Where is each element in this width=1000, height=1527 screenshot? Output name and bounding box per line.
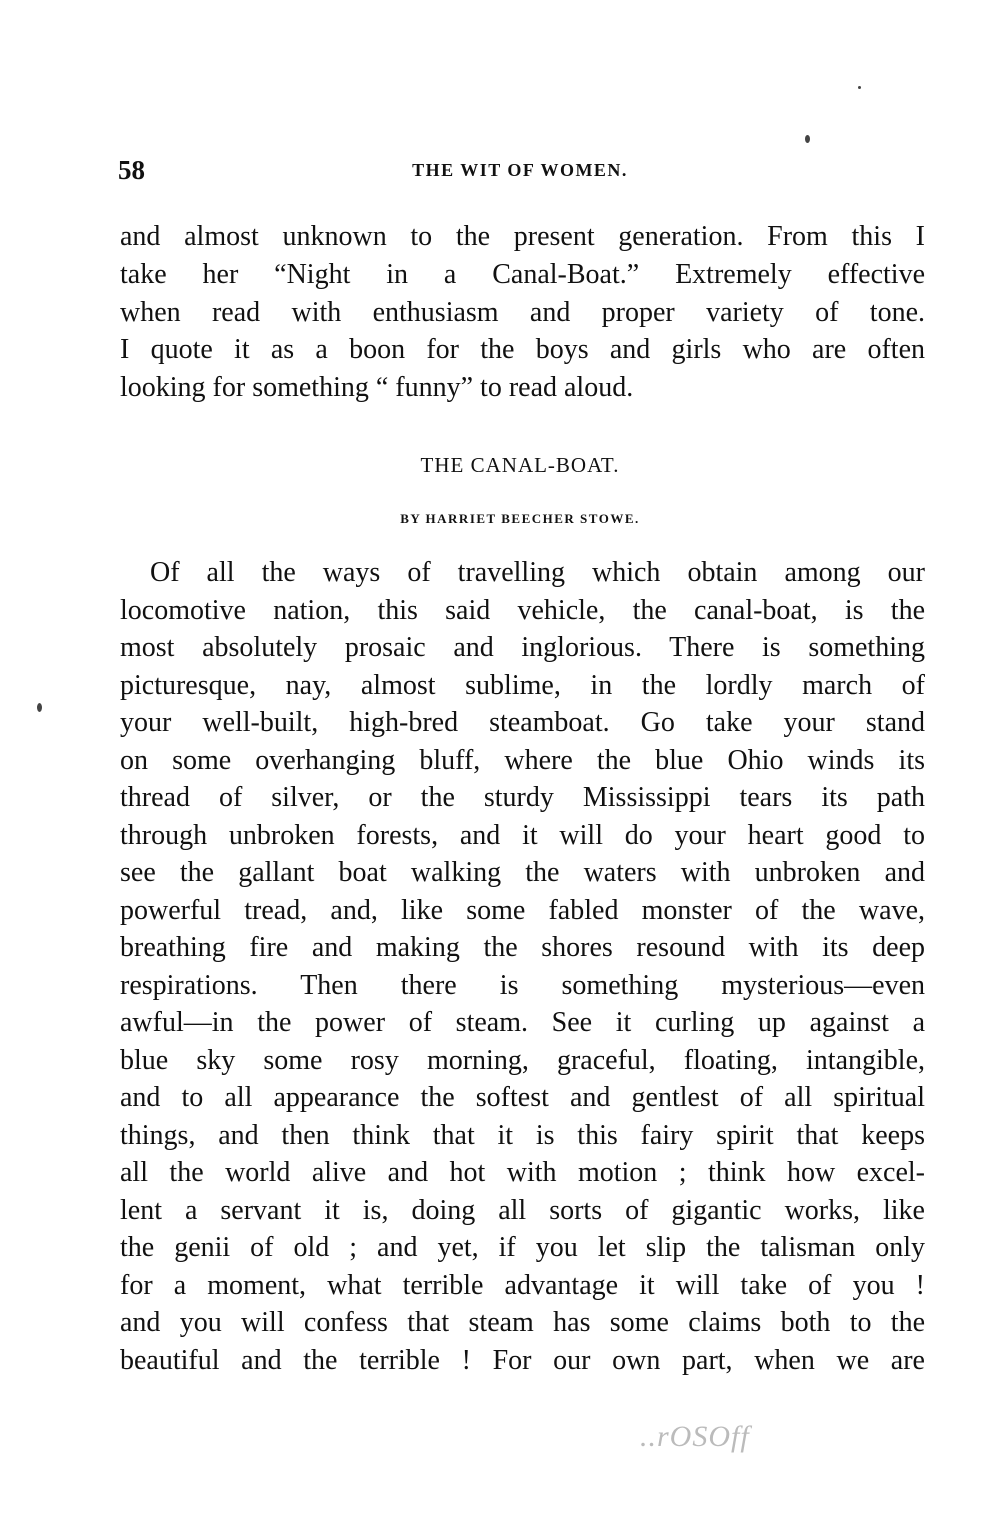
- ink-speck: [805, 135, 810, 143]
- text-line: most absolutely prosaic and inglorious. There is something: [120, 632, 925, 663]
- text-line: beautiful and the terrible ! For our own part, when we are: [120, 1344, 925, 1376]
- ink-speck: [858, 86, 861, 89]
- text-line: looking for something “ funny” to read aloud.: [120, 372, 634, 404]
- text-line: on some overhanging bluff, where the blue Ohio winds its: [120, 744, 925, 776]
- section-title: THE CANAL-BOAT.: [420, 453, 620, 477]
- text-line: and to all appearance the softest and gentlest of all spiritual: [120, 1082, 925, 1113]
- text-line: awful—in the power of steam. See it curling up against a: [120, 1007, 925, 1038]
- text-line: through unbroken forests, and it will do your heart good to: [120, 819, 925, 851]
- ink-speck: [37, 703, 42, 712]
- page-number: 58: [118, 155, 145, 185]
- text-line: and almost unknown to the present generation. From this I: [120, 221, 925, 252]
- text-line: powerful tread, and, like some fabled monster of the wave,: [120, 894, 925, 926]
- text-line: Of all the ways of travelling which obtain among our: [150, 557, 925, 588]
- text-line: respirations. Then there is something mysterious—even: [120, 969, 925, 1001]
- byline: BY HARRIET BEECHER STOWE.: [400, 511, 640, 526]
- text-line: thread of silver, or the sturdy Mississippi tears its path: [120, 782, 925, 813]
- text-line: for a moment, what terrible advantage it will take of you !: [120, 1269, 925, 1301]
- text-line: picturesque, nay, almost sublime, in the lordly march of: [120, 669, 925, 701]
- text-line: the genii of old ; and yet, if you let slip the talisman only: [120, 1232, 925, 1263]
- text-line: lent a servant it is, doing all sorts of gigantic works, like: [120, 1194, 925, 1226]
- text-line: see the gallant boat walking the waters with unbroken and: [120, 857, 925, 888]
- text-line: take her “Night in a Canal-Boat.” Extremely effective: [120, 258, 925, 290]
- running-head: THE WIT OF WOMEN.: [412, 160, 628, 180]
- text-line: all the world alive and hot with motion ; think how excel-: [120, 1157, 925, 1188]
- text-line: breathing fire and making the shores resound with its deep: [120, 932, 925, 963]
- text-line: your well-built, high-bred steamboat. Go take your stand: [120, 707, 925, 738]
- scan-watermark: ..rOSOff: [640, 1420, 750, 1453]
- text-line: blue sky some rosy morning, graceful, floating, intangible,: [120, 1044, 925, 1076]
- text-line: I quote it as a boon for the boys and girls who are often: [120, 334, 925, 366]
- text-line: and you will confess that steam has some claims both to the: [120, 1307, 925, 1338]
- text-line: locomotive nation, this said vehicle, the canal-boat, is the: [120, 594, 925, 626]
- text-line: when read with enthusiasm and proper variety of tone.: [120, 296, 925, 328]
- text-line: things, and then think that it is this fairy spirit that keeps: [120, 1119, 925, 1151]
